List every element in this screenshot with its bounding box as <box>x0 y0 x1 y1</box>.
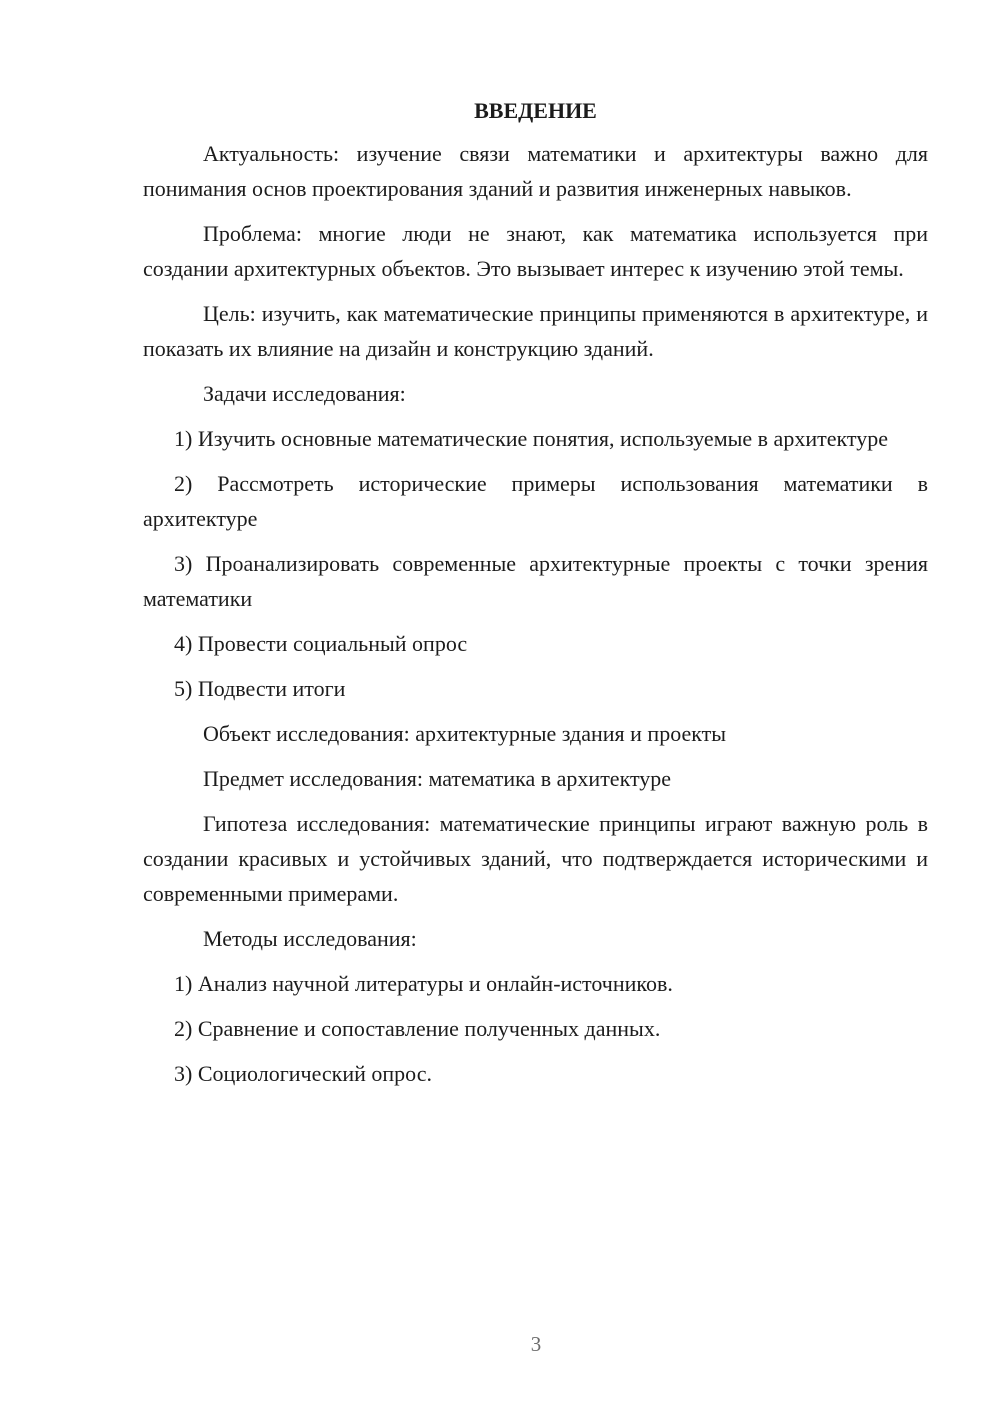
page-number: 3 <box>530 1332 542 1356</box>
task-item: 2) Рассмотреть исторические примеры использования математики в архитектуре <box>143 471 928 531</box>
object-paragraph: Объект исследования: архитектурные здания и проекты <box>203 721 727 746</box>
subject-paragraph: Предмет исследования: математика в архитектуре <box>203 766 672 791</box>
method-item: 2) Сравнение и сопоставление полученных данных. <box>174 1016 661 1041</box>
goal-paragraph: Цель: изучить, как математические принципы применяются в архитектуре, и показать их влияние на дизайн и конструкцию зданий. <box>143 301 928 361</box>
task-item: 1) Изучить основные математические понятия, используемые в архитектуре <box>174 426 888 451</box>
method-item: 1) Анализ научной литературы и онлайн-источников. <box>174 971 673 996</box>
actuality-paragraph: Актуальность: изучение связи математики и архитектуры важно для понимания основ проектирования зданий и развития инженерных навыков. <box>143 141 928 201</box>
tasks-heading: Задачи исследования: <box>203 381 406 406</box>
problem-paragraph: Проблема: многие люди не знают, как математика используется при создании архитектурных объектов. Это вызывает интерес к изучению этой темы. <box>143 221 928 281</box>
document-page <box>143 96 928 1101</box>
hypothesis-paragraph: Гипотеза исследования: математические принципы играют важную роль в создании красивых и устойчивых зданий, что подтверждается историческими и современными примерами. <box>143 811 928 906</box>
methods-heading: Методы исследования: <box>203 926 417 951</box>
section-heading: ВВЕДЕНИЕ <box>474 98 597 123</box>
method-item: 3) Социологический опрос. <box>174 1061 432 1086</box>
task-item: 4) Провести социальный опрос <box>174 631 468 656</box>
task-item: 5) Подвести итоги <box>174 676 346 701</box>
task-item: 3) Проанализировать современные архитектурные проекты с точки зрения математики <box>143 551 928 611</box>
